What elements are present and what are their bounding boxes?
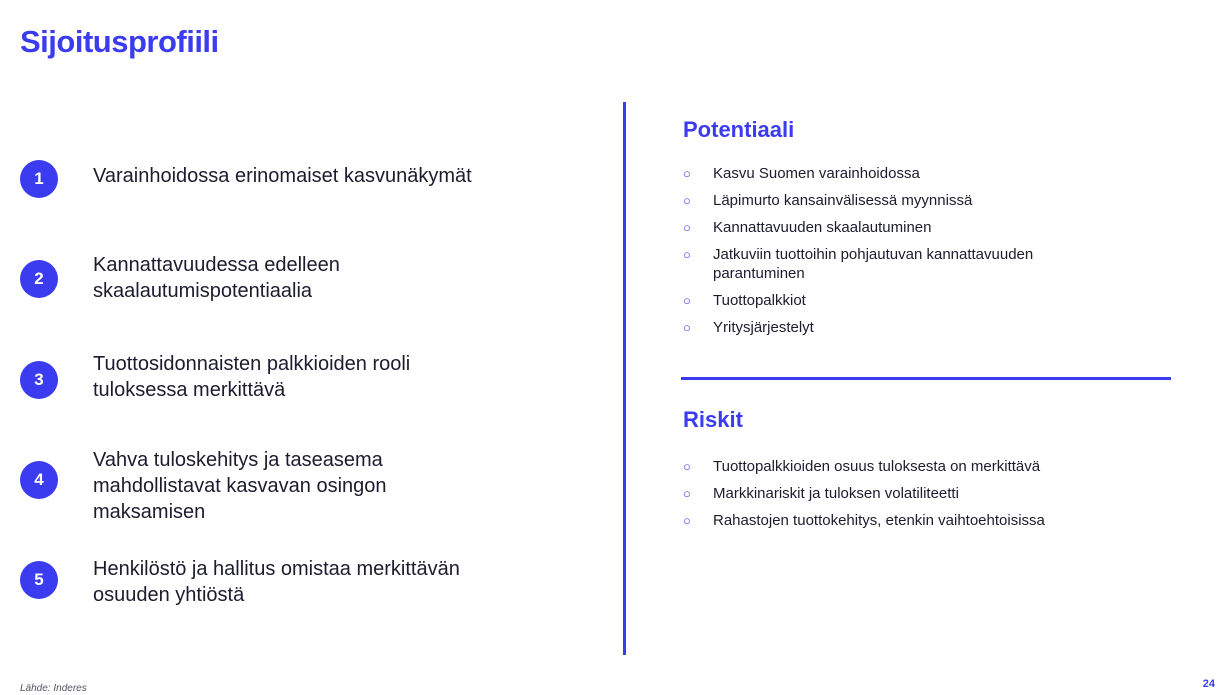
investment-point-text: Vahva tuloskehitys ja taseasema mahdollistavat kasvavan osingon maksamisen [93, 449, 387, 523]
page-number: 24 [1202, 678, 1215, 690]
number-badge: 3 [20, 361, 58, 399]
list-item [683, 484, 1163, 503]
list-item-text: Jatkuviin tuottoihin pohjautuvan kannattavuuden parantuminen [713, 246, 1034, 282]
list-item [683, 164, 1163, 183]
potential-heading: Potentiaali [683, 117, 795, 142]
number-badge: 4 [20, 461, 58, 499]
circle-bullet-icon: ○ [683, 513, 691, 528]
list-item [683, 318, 1163, 337]
circle-bullet-icon: ○ [683, 320, 691, 335]
number-badge: 5 [20, 561, 58, 599]
horizontal-divider [681, 377, 1171, 380]
investment-point-text: Henkilöstö ja hallitus omistaa merkittävän osuuden yhtiöstä [93, 558, 460, 606]
investment-point-2 [20, 254, 600, 304]
list-item-text: Rahastojen tuottokehitys, etenkin vaihtoehtoisissa [713, 512, 1045, 529]
list-item [683, 191, 1163, 210]
list-item-text: Yritysjärjestelyt [713, 319, 814, 336]
list-item [683, 511, 1163, 530]
risks-heading: Riskit [683, 407, 743, 432]
investment-point-4 [20, 449, 600, 525]
page-title: Sijoitusprofiili [20, 24, 219, 59]
circle-bullet-icon: ○ [683, 293, 691, 308]
list-item-text: Läpimurto kansainvälisessä myynnissä [713, 192, 973, 209]
investment-point-text: Kannattavuudessa edelleen skaalautumispotentiaalia [93, 254, 340, 302]
list-item [683, 218, 1163, 237]
investment-point-3 [20, 353, 600, 403]
list-item [683, 245, 1163, 283]
circle-bullet-icon: ○ [683, 486, 691, 501]
list-item-text: Tuottopalkkioiden osuus tuloksesta on merkittävä [713, 458, 1041, 475]
circle-bullet-icon: ○ [683, 166, 691, 181]
source-note: Lähde: Inderes [20, 683, 87, 694]
list-item [683, 457, 1163, 476]
number-badge: 2 [20, 260, 58, 298]
investment-point-1 [20, 160, 600, 198]
list-item-text: Tuottopalkkiot [713, 292, 806, 309]
circle-bullet-icon: ○ [683, 220, 691, 235]
circle-bullet-icon: ○ [683, 247, 691, 262]
list-item-text: Kasvu Suomen varainhoidossa [713, 165, 920, 182]
number-badge: 1 [20, 160, 58, 198]
list-item [683, 291, 1163, 310]
investment-point-text: Tuottosidonnaisten palkkioiden rooli tuloksessa merkittävä [93, 353, 411, 401]
circle-bullet-icon: ○ [683, 459, 691, 474]
risks-list [683, 457, 1163, 538]
list-item-text: Kannattavuuden skaalautuminen [713, 219, 932, 236]
list-item-text: Markkinariskit ja tuloksen volatiliteetti [713, 485, 959, 502]
investment-point-5 [20, 558, 600, 608]
investment-point-text: Varainhoidossa erinomaiset kasvunäkymät [93, 165, 472, 187]
vertical-divider [623, 102, 626, 655]
potential-list [683, 164, 1163, 345]
circle-bullet-icon: ○ [683, 193, 691, 208]
